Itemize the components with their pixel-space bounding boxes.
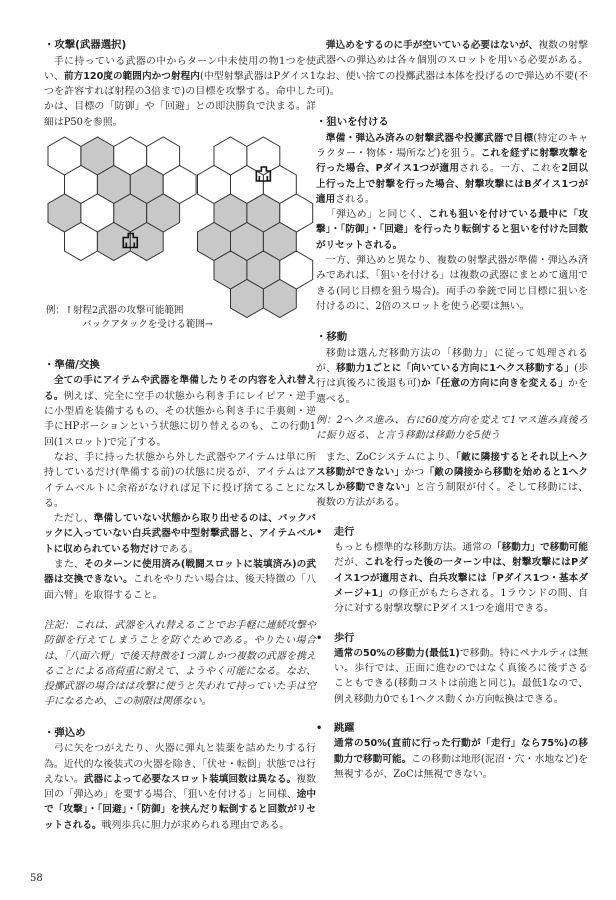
bold-text-run: 全ての手にアイテムや武器を準備したりその内容を入れ替える。 bbox=[44, 375, 316, 402]
text-run: される。 bbox=[335, 193, 375, 205]
bold-text-run: 2回以上行った上で射撃を行った場合、射撃攻撃にはBダイス1つが適用 bbox=[316, 163, 588, 205]
text-run: される。一方、これを bbox=[459, 163, 562, 175]
move-mode-run bbox=[316, 525, 588, 617]
move-paragraph-2 bbox=[316, 450, 588, 511]
bold-text-run: 「敵の隣接から移動を始めると1ヘクスしか移動できない」 bbox=[316, 466, 588, 494]
text-run: これをやりたい場合は、後天特徴の「八面六臂」を取得すること。 bbox=[44, 574, 316, 601]
text-run: (歩行は真後ろに後退も可) bbox=[316, 363, 588, 390]
bold-text-run: そのターンに使用済み(戦闘スロットに装填済み)の武器は交換できない。 bbox=[44, 559, 316, 586]
bold-text-run: 移動力1ごとに「向いている方向に1ヘクス移動する」 bbox=[336, 363, 575, 375]
page-number: 58 bbox=[30, 873, 43, 884]
text-run: かを選べる。 bbox=[316, 378, 588, 405]
load-heading: ・弾込め bbox=[44, 726, 86, 739]
caption-line-range: 例：↑射程2武器の攻撃可能範囲 bbox=[46, 304, 184, 316]
bold-text-run: 準備・弾込み済みの射撃武器や投擲武器で目標 bbox=[325, 132, 534, 144]
bold-text-run: 途中で「攻撃」・「回避」・「防御」を挟んだり転倒すると回数がリセットされる。 bbox=[44, 789, 317, 831]
prepare-heading: ・準備/交換 bbox=[44, 358, 100, 371]
text-run: 一方、弾込めと異なり、複数の射撃武器が準備・弾込み済みであれば、「狙いを付ける」は複数の武器にまとめて適用できる(同じ目標を狙う場合)。両手の拳銃で同じ目標に狙いを付けるのに、2倍のスロットを使う必要は無い。 bbox=[316, 255, 588, 312]
attack-paragraph bbox=[44, 54, 316, 130]
hex-diagram bbox=[44, 134, 316, 352]
text-run: 複数回の「弾込め」を要する場合、「狙いを付ける」と同様、 bbox=[44, 773, 316, 801]
bold-text-run: 弾込めをするのに手が空いている必要はないが、 bbox=[325, 40, 539, 51]
left-column bbox=[44, 38, 316, 833]
text-run: 手に持っている武器の中からターン中未使用の物1つを使い、 bbox=[44, 55, 316, 82]
aim-paragraph-1 bbox=[316, 131, 588, 207]
right-column bbox=[316, 38, 588, 782]
text-run: もっとも標準的な移動方法。通常の bbox=[334, 542, 493, 554]
text-run: また、ZoCシステムにより、 bbox=[325, 451, 457, 463]
text-run: ただし、 bbox=[53, 513, 94, 525]
text-run: 移動は選んだ移動方法の「移動力」に従って処理されるが、 bbox=[316, 347, 588, 375]
aim-paragraph-3 bbox=[316, 253, 588, 314]
aim-paragraph-2 bbox=[316, 207, 588, 253]
aim-section bbox=[316, 115, 588, 314]
bold-text-run: これも狙いを付けている最中に「攻撃」・「防御」・「回避」を行ったり転倒すると狙いを付けた回数がリセットされる。 bbox=[316, 209, 588, 251]
text-run: なお、手に持った状態から外した武器やアイテムは単に所持しているだけ(準備する前)の状態に戻るが、アイテムはアイテムベルトに余裕がなければ足下に投げ捨てることになる。 bbox=[44, 451, 316, 509]
bold-text-run: これを行った後の一ターン中は、射撃攻撃にはPダイス1つが適用され、白兵攻撃には「Pダイス1つ・基本ダメージ+1」 bbox=[334, 557, 588, 599]
prepare-paragraph-3 bbox=[44, 511, 316, 557]
prepare-paragraph-1 bbox=[44, 373, 316, 449]
text-run: (特定のキャラクター・物体・場所など)を狙う。 bbox=[316, 132, 588, 159]
bold-text-run: 前方120度の範囲内かつ射程内 bbox=[63, 70, 200, 82]
move-mode-body bbox=[334, 736, 588, 782]
text-run: かつ bbox=[404, 466, 425, 478]
load-paragraph-2 bbox=[316, 38, 588, 99]
prepare-paragraph-2 bbox=[44, 450, 316, 511]
bold-text-run: 「敵に隣接するとそれ以上ヘクス移動ができない」 bbox=[316, 451, 589, 478]
bold-text-run: 「移動力」で移動可能 bbox=[492, 542, 588, 554]
move-mode-title: 跳躍 bbox=[334, 722, 355, 734]
load-section bbox=[44, 726, 316, 833]
bold-text-run: か「任意の方向に向きを変える」 bbox=[420, 378, 569, 390]
move-section bbox=[316, 330, 588, 782]
text-run: 例えば、完全に空手の状態から利き手にレイピア・逆手に小型盾を装備するもの、その状態から利き手に手裏剣・逆手にHPポーションという状態に切り替えるのも、この行動1回(1スロット)で完了する。 bbox=[44, 390, 316, 448]
bullet-icon: • bbox=[316, 632, 323, 644]
text-run: この移動は地形(泥沼・穴・水地など)を無視するが、ZoCは無視できない。 bbox=[334, 753, 588, 780]
prepare-paragraph-4 bbox=[44, 557, 316, 603]
bullet-icon: • bbox=[316, 722, 323, 734]
move-mode-body bbox=[334, 540, 588, 616]
move-mode-walk bbox=[316, 631, 588, 707]
text-run: だが、 bbox=[334, 557, 365, 569]
text-run: と言う制限が付く。そして移動には、複数の方法がある。 bbox=[316, 482, 589, 509]
move-heading: ・移動 bbox=[316, 331, 348, 344]
move-mode-title: 歩行 bbox=[334, 632, 355, 644]
move-mode-title: 走行 bbox=[334, 526, 355, 538]
bullet-icon: • bbox=[316, 526, 323, 538]
aim-heading: ・狙いを付ける bbox=[316, 116, 389, 129]
text-run: 複数の射撃武器への弾込めは各々個別のスロットを用いる必要がある。なお、使い捨ての投擲武器は本体を投げるので弾込め不要(不可)。 bbox=[316, 40, 588, 97]
move-example: 例：2ヘクス進み、右に60度方向を変えて1マス進み真後ろに振り返る、と言う移動は移動力を5使う bbox=[316, 414, 588, 442]
text-run: (中型射撃武器はPダイス1つを許容すれば射程の3倍まで)の目標を攻撃する。命中したかは、目標の「防御」や「回避」との即決勝負で決まる。詳細はP50を参照。 bbox=[44, 70, 316, 128]
move-mode-body bbox=[334, 646, 588, 707]
text-run: また、 bbox=[53, 559, 84, 571]
move-paragraph-1 bbox=[316, 346, 588, 407]
bold-text-run: 準備していない状態から取り出せるのは、バックパックに入っていない白兵武器や中型射撃武器と、アイテムベルトに収められている物だけ bbox=[44, 513, 316, 555]
prepare-section bbox=[44, 358, 316, 710]
bold-text-run: 通常の50%の移動力(最低1) bbox=[334, 647, 460, 659]
figure-caption bbox=[46, 304, 213, 332]
text-run: で移動。特にペナルティは無い。歩行では、正面に進むのではなく真後ろに後ずさることもできる(移動コストは前進と同じ)。最低1なので、例え移動力0でも1ヘクス動くか方向転換はできる。 bbox=[334, 647, 588, 705]
text-run: 戦列歩兵に胆力が求められる理由である。 bbox=[101, 819, 290, 831]
prepare-note: 注記：これは、武器を入れ替えることでお手軽に連続攻撃や防御を行えてしまうことを防ぐためである。やりたい場合は、「八面六臂」で後天特徴を1つ潰しかつ複数の武器を携えることによる高荷重に耐えて、ようやく可能になる。なお、投擲武器の場合はは攻撃に使うと失われて持っていた手は空手になるため、この制限は関係ない。 bbox=[44, 619, 316, 708]
attack-heading: ・攻撃(武器選択) bbox=[44, 39, 127, 51]
text-run: 「弾込め」と同じく、 bbox=[325, 209, 429, 221]
move-mode-jump bbox=[316, 721, 588, 782]
text-run: 弓に矢をつがえたり、火器に弾丸と装薬を詰めたりする行為。近代的な後装式の火器を除き、「伏せ・転倒」状態では行えない。 bbox=[44, 743, 316, 785]
bold-text-run: 武器によって必要なスロット装填回数は異なる。 bbox=[83, 773, 297, 785]
bold-text-run: これを経ずに射撃攻撃を行った場合、Pダイス1つが適用 bbox=[316, 147, 589, 175]
attack-section bbox=[44, 38, 316, 130]
caption-line-back: バックアタックを受ける範囲→ bbox=[82, 318, 213, 330]
text-run: の修正がもたらされる。1ラウンドの間、自分に対する射撃攻撃にPダイス1つを適用できる。 bbox=[334, 587, 588, 615]
text-run: である。 bbox=[159, 543, 199, 555]
load-paragraph-1 bbox=[44, 741, 316, 833]
bold-text-run: 通常の50%(直前に行った行動が「走行」なら75%)の移動力で移動可能。 bbox=[334, 738, 588, 765]
